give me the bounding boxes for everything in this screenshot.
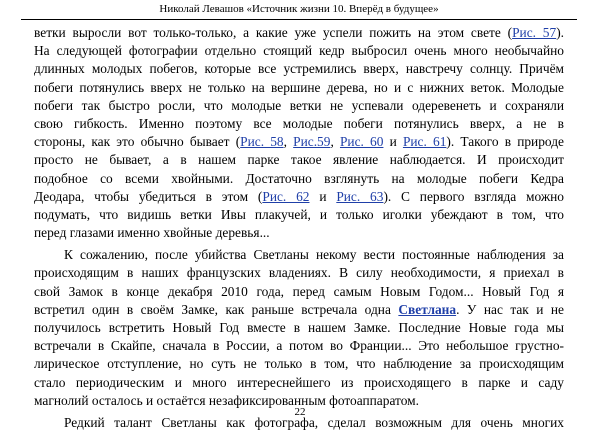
- text-line: стороны, как это обычно бывает (Рис. 58, Рис.59, Рис. 60 и Рис. 61). Такого в природе: [34, 134, 564, 150]
- text-line: свою гибкость. Именно поэтому все молодые побеги потянулись вверх, а не в: [34, 115, 564, 131]
- text-line: подобное со всеми хвойными. Достаточно взглянуть на молодые побеги Кедра: [34, 170, 564, 186]
- running-header: Николай Левашов «Источник жизни 10. Вперёд в будущее»: [159, 3, 439, 15]
- text-line: подумать, что видишь ветки Ивы плакучей, и только иголки убеждают в том, что: [34, 206, 564, 222]
- link-ris-59[interactable]: Рис.59: [293, 134, 331, 150]
- text-line: магнолий осталось и остаётся незафиксированным фотоаппаратом.: [34, 392, 419, 408]
- text-line: свой Замок в конце декабря 2010 года, перед самым Новым Годом... Новый Год я: [34, 283, 564, 299]
- link-svetlana[interactable]: Светлана: [398, 301, 457, 317]
- text-line: лирическое отступление, но суть не только в том, что наблюдение за происходящим: [34, 356, 564, 372]
- paragraph-1: [34, 24, 564, 242]
- text-line: перед глазами именно хвойные деревья...: [34, 225, 270, 241]
- link-ris-63[interactable]: Рис. 63: [336, 188, 384, 204]
- text-line: К сожалению, после убийства Светланы некому вести постоянные наблюдения за: [64, 247, 564, 263]
- text-line: получилось встретить Новый Год вместе в нашем Замке. Последние Новые года мы: [34, 320, 564, 335]
- paragraph-2: [34, 246, 564, 410]
- text-line: На следующей фотографии отдельно стоящий кедр выбросил очень много необычайно: [34, 43, 564, 59]
- page-body: [34, 24, 564, 432]
- header-rule: [21, 19, 577, 20]
- link-ris-58[interactable]: Рис. 58: [240, 134, 284, 150]
- link-ris-57[interactable]: Рис. 57: [512, 25, 557, 40]
- text-line: стало периодическим и много интереснейшего из происходящего в парке и саду: [34, 374, 564, 390]
- text-line: длинных молодых побегов, которые все устремились вверх, навстречу солнцу. Причём: [34, 61, 564, 77]
- text-line: Деодара, чтобы убедиться в этом (Рис. 62 и Рис. 63). С первого взгляда можно: [34, 188, 564, 204]
- text-line: побеги потянулись вверх не только на вершине дерева, но и с нижних веток. Молодые: [34, 79, 564, 95]
- text-line: побеги так быстро росли, что молодые ветки не успевали одеревенеть и сохраняли: [34, 97, 564, 113]
- text-line: встречали в Скайпе, сначала в России, а потом во Франции... Это небольшое грустно-: [34, 338, 564, 354]
- link-ris-62[interactable]: Рис. 62: [262, 188, 310, 204]
- text-line: Редкий талант Светланы как фотографа, сделал возможным для очень многих: [64, 414, 564, 430]
- page-number: 22: [294, 406, 306, 418]
- link-ris-60[interactable]: Рис. 60: [339, 134, 384, 150]
- text-line: встретил один в своём Замке, как раньше встречала одна Светлана. У нас так и не: [34, 301, 564, 317]
- text-line: происходящим в наших французских владениях. В силу необходимости, я приехал в: [34, 265, 564, 281]
- text-line: просто не бывает, а в нашем парке такое явление наблюдается. И происходит: [34, 152, 564, 168]
- text-line: ветки выросли вот только-только, а какие уже успели пожить на этом свете (Рис. 57).: [34, 25, 564, 40]
- link-ris-61[interactable]: Рис. 61: [402, 134, 447, 150]
